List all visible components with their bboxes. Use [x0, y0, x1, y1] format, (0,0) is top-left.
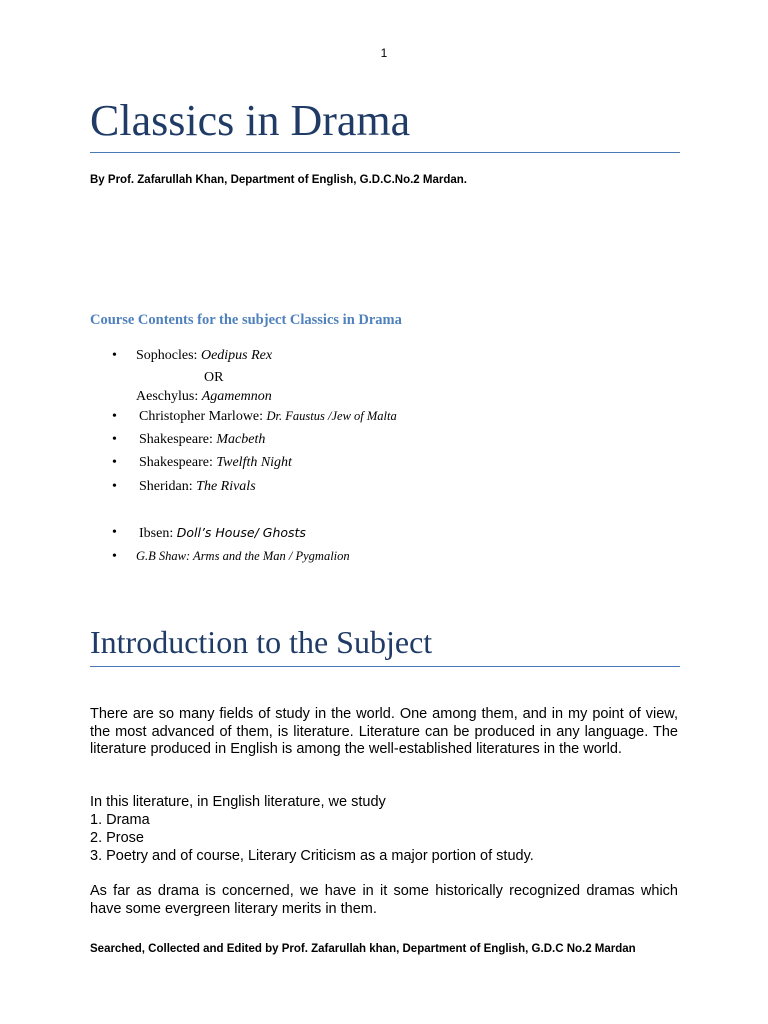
or-label: OR: [204, 370, 224, 385]
course-author: Shakespeare:: [139, 455, 217, 470]
course-work: Dr. Faustus /Jew of Malta: [266, 409, 397, 423]
course-work: Doll’s House/ Ghosts: [176, 525, 306, 540]
course-item-or: [204, 370, 223, 386]
bullet: •: [112, 455, 117, 470]
course-author: Sophocles:: [136, 348, 201, 363]
page-number: 1: [380, 46, 388, 60]
course-work: The Rivals: [196, 479, 256, 494]
study-item-prose: 2. Prose: [90, 830, 144, 846]
course-item-aeschylus: [136, 389, 672, 405]
course-work: Macbeth: [216, 432, 266, 447]
study-item-drama: 1. Drama: [90, 812, 150, 828]
course-author: Sheridan:: [139, 479, 197, 494]
course-work: G.B Shaw: Arms and the Man / Pygmalion: [136, 549, 350, 563]
course-author: Ibsen:: [139, 526, 177, 541]
bullet: •: [112, 525, 117, 540]
course-work: Oedipus Rex: [200, 348, 273, 363]
document-title: Classics in Drama: [90, 92, 680, 153]
study-intro-line: In this literature, in English literature, we study: [90, 794, 386, 810]
drama-paragraph: As far as drama is concerned, we have in it some historically recognized dramas which have some evergreen literary merits in them.: [90, 883, 678, 917]
course-work: Twelfth Night: [216, 455, 292, 470]
author-byline: By Prof. Zafarullah Khan, Department of English, G.D.C.No.2 Mardan.: [90, 174, 467, 186]
course-author: Shakespeare:: [139, 432, 217, 447]
bullet: •: [112, 348, 117, 363]
bullet: •: [112, 409, 117, 424]
course-author: Christopher Marlowe:: [139, 409, 267, 424]
study-item-poetry: 3. Poetry and of course, Literary Criticism as a major portion of study.: [90, 848, 534, 864]
bullet: •: [112, 549, 117, 564]
course-contents-heading: Course Contents for the subject Classics in Drama: [90, 312, 402, 328]
bullet: •: [112, 432, 117, 447]
course-work: Agamemnon: [201, 389, 272, 404]
bullet: •: [112, 479, 117, 494]
intro-paragraph: There are so many fields of study in the world. One among them, and in my point of view, the most advanced of them, is literature. Literature can be produced in any language. The literature produced in English is among the well-established literatures in the world.: [90, 706, 678, 757]
footer-credit: Searched, Collected and Edited by Prof. Zafarullah khan, Department of English, G.D.C No.2 Mardan: [90, 943, 636, 955]
introduction-heading: Introduction to the Subject: [90, 620, 680, 667]
course-author: Aeschylus:: [136, 389, 202, 404]
